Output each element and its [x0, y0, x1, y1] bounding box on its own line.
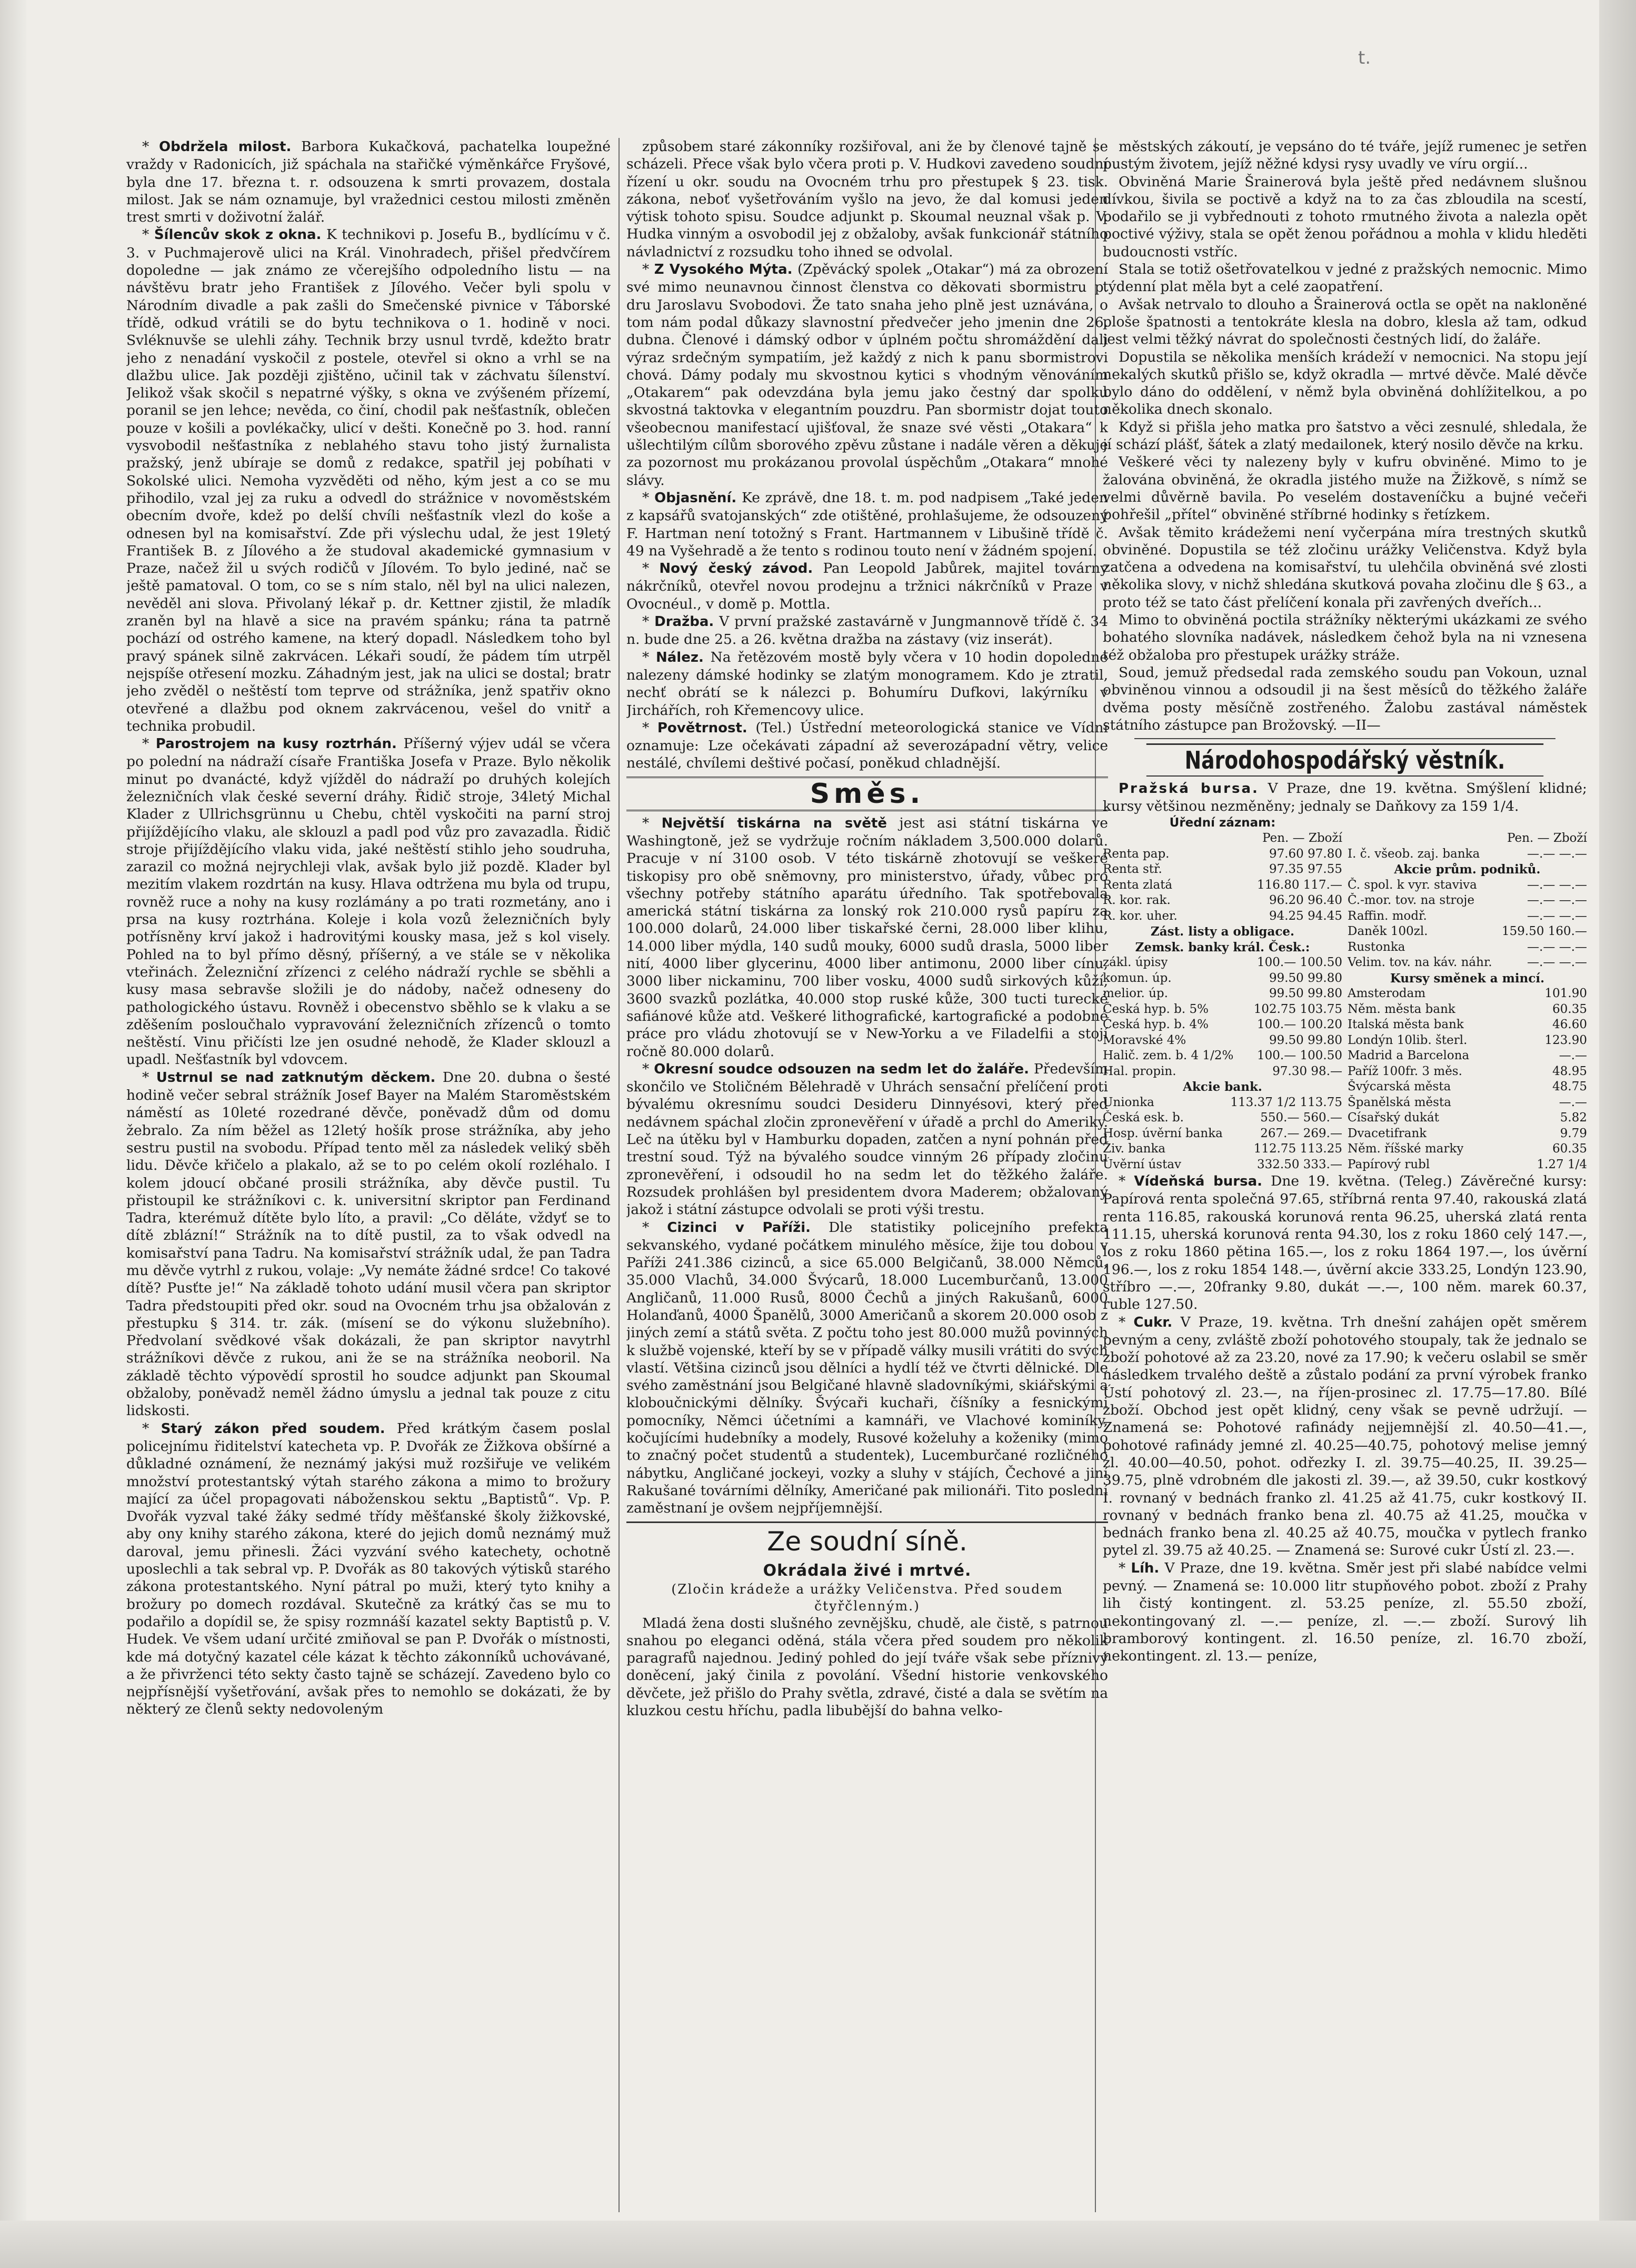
- prague-bourse-head: Pražská bursa.: [1119, 781, 1259, 797]
- table-row: [1103, 1141, 1342, 1157]
- page-left-shadow: [0, 0, 26, 2268]
- article-text: Dopustila se několika menších krádeží v nemocnici. Na stopu její nekalých skutků přišlo se, když okradla — mrtvé děvče. Malé děvče bylo dáno do oddělení, v němž byla obviněná dohlížitelkou, a po několika dnech skonalo.: [1103, 349, 1587, 418]
- page-right-shadow: [1599, 0, 1636, 2268]
- table-cell-label: R. kor. uher.: [1103, 909, 1178, 923]
- prague-bourse-intro: [1103, 780, 1587, 815]
- article-paragraph: * Objasnění. Ke zprávě, dne 18. t. m. pod nadpisem „Také jeden z kapsářů svatojanských“ zde otištěné, prohlašujeme, že odsouzený F. Hartman není totožný s Frant. Hartmannem v Libušině třídě č. 49 na Vyšehradě a že tento s rodinou touto není v žádném spojení.: [626, 489, 1108, 559]
- table-cell-goods: 269.—: [1303, 1126, 1342, 1140]
- article-headline: Z Vysokého Mýta.: [654, 262, 793, 278]
- exchange-table-left: [1103, 815, 1342, 1173]
- article-headline: Ustrnul se nad zatknutým děckem.: [156, 1069, 436, 1086]
- table-cell-goods: 60.35: [1552, 1142, 1587, 1156]
- article-headline: Vídeňská bursa.: [1134, 1173, 1263, 1190]
- table-row: [1103, 1033, 1342, 1049]
- table-cell-goods: 101.90: [1544, 987, 1587, 1001]
- article-paragraph: * Dražba. V první pražské zastavárně v Jungmannově třídě č. 34 n. bude dne 25. a 26. května dražba na zástavy (viz inserát).: [626, 613, 1108, 648]
- table-cell-goods: 48.75: [1552, 1080, 1587, 1094]
- article-text: (Zpěvácký spolek „Otakar“) má za obrození své mimo neunavnou činnost členstva co děkovati sbormistru p. dru Jaroslavu Svobodovi. Že tato snaha jeho plně jest uznávána, o tom nám podal důkazy slavnostní předvečer jeho jmenin dne 26. dubna. Členové i dámský odbor v úplném počtu shromáždění dali výraz srdečným sympatiím, jež každý z nich k panu sbormistrovi chová. Dámy podaly mu skvostnou kytici s vhodným věnováním „Otakarem“ pak odevzdána byla jemu jako čestný dar spolku skvostná taktovka v elegantním pouzdru. Pan sbormistr dojat touto všeobecnou manifestací ujišťoval, že snaze své věsti „Otakara“ k ušlechtilým cílům sborového zpěvu zůstane i nadále věren a děkuje za pozornost mu prokázanou provolal úspěchům „Otakara“ mnohé slávy.: [626, 261, 1108, 489]
- prague-bourse-text: V Praze, dne 19. května. Smýšlení klidné; kursy většinou nezměněny; jednaly se Daňkovy za 159 1/4.: [1103, 780, 1587, 815]
- table-col-headers: Pen. — Zboží: [1262, 831, 1342, 845]
- table-row: [1103, 1110, 1342, 1126]
- article-paragraph: [1103, 611, 1587, 664]
- table-cell-money: 267.—: [1260, 1126, 1300, 1140]
- table-row: [1348, 1110, 1587, 1126]
- article-paragraph: [1103, 419, 1587, 454]
- table-cell-goods: 560.—: [1303, 1111, 1342, 1125]
- article-paragraph: * Cizinci v Paříži. Dle statistiky policejního prefekta sekvanského, vydané počátkem minulého měsíce, žije tou dobou v Paříži 241.386 cizinců, a sice 65.000 Belgičanů, 38.000 Němců, 35.000 Vlachů, 34.000 Švýcarů, 18.000 Lucemburčanů, 13.000 Angličanů, 11.000 Rusů, 8000 Čechů a jiných Rakušanů, 6000 Holanďanů, 4000 Španělů, 3000 Američanů a skorem 20.000 osob z jiných zemí a států světa. Z počtu toho jest 80.000 mužů povinných k službě vojenské, kteří by se v případě války musili vrátiti do svých vlastí. Většina cizinců jsou dělníci a hydlí též ve čtvrti dělnické. Dle svého zaměstnání jsou Belgičané hlavně sladovníkými, skiářskými a kloboučnickými dělníky. Švýcaři kuchaři, číšníky a fesnickými pomocníky, Němci účetními a kamnáři, ve Vlachové kominíky, kočujícími hudebníky a modely, Rusové koželuhy a koženiky (mimo to značný počet studentů a studentek), Lucemburčané rozličného nábytku, Angličané jockeyi, vozky a sluhy v stájích, Čechové a jiní Rakušané továrními dělníky, Američané pak milionáři. Tito poslední zaměstnaní je ovšem nejpříjemnější.: [626, 1219, 1108, 1517]
- table-row: [1103, 909, 1342, 924]
- table-row: [1103, 847, 1342, 862]
- table-cell-goods: 113.75: [1300, 1095, 1342, 1109]
- table-cell-money: —.—: [1527, 909, 1555, 923]
- corner-mark: t.: [1358, 47, 1371, 68]
- table-cell-goods: —.—: [1559, 1049, 1587, 1063]
- article-paragraph: * Líh. V Praze, dne 19. května. Směr jest při slabé nabídce velmi pevný. — Znamená se: 10.000 litr stupňového pobot. zboží z Prahy lih čistý kontingent. zl. 53.25 peníze, zl. 55.50 zboží, nekontingovaný zl. —.— peníze, zl. —.— zboží. Surový lih bramborový kontingent. zl. 16.50 peníze, zl. 16.70 zboží, nekontingent. zl. 13.— peníze,: [1103, 1559, 1587, 1665]
- table-cell-goods: 5.82: [1560, 1111, 1587, 1125]
- table-cell-label: Něm. města bank: [1348, 1002, 1455, 1016]
- article-headline: Nový český závod.: [659, 561, 813, 577]
- table-cell-label: Kursy směnek a mincí.: [1390, 971, 1545, 986]
- table-cell-goods: 113.25: [1300, 1142, 1342, 1156]
- table-cell-money: 100.—: [1256, 1018, 1296, 1032]
- table-row: [1348, 1095, 1587, 1111]
- table-row: [1103, 986, 1342, 1002]
- article-paragraph: * Parostrojem na kusy roztrhán. Příšerný výjev udál se včera po polední na nádraží císaře Františka Josefa v Praze. Bylo několik minut po dvanácté, když vjížděl do nádraží po druhých kolejích železničních vlak české severní dráhy. Řidič stroje, 34letý Michal Klader z Ullrichsgrünnu u Chebu, chtěl vyskočiti na parní stroj přijíždějícího vlaku, ale sklouzl a padl pod vůz pro zavazadla. Řidič stroje přijíždějícího vlaku vida, jaké neštěstí stihlo jeho soudruha, zarazil co možná nejrychleji vlak, avšak bylo již pozdě. Klader byl mezitím vlakem rozdrtán na kusy. Hlava odtržena mu byla od trupu, rovněž ruce a nohy na kusy rozlámány a po trati rozmetány, ano i prsa na kusy roztrhána. Koleje i kola vozů železničních byly potřísněny krví jakož i hadrovitými kousky masa, jež s kol visely. Pohled na to byl přímo děsný, příšerný, a ve stále se v několika vteřinách. Železniční zřízenci z celého nádraží rychle se sběhli a kusy masa sebravše složili je do nádoby, načež odneseny do pathologického ústavu. Rovněž i obecenstvo sběhlo se k vlaku a se zděšením posloučhalo vypravování železničních zřízenců o tomto neštěstí. Vinu přičísti lze jen osudné nehodě, že Klader sklouzl a upadl. Nešťastník byl vdovcem.: [126, 735, 611, 1068]
- table-row: [1103, 1017, 1342, 1033]
- article-text: Stala se totiž ošetřovatelkou v jedné z pražských nemocnic. Mimo týdenní plat měla byt a celé zaopatření.: [1103, 261, 1587, 295]
- table-cell-goods: 46.60: [1552, 1018, 1587, 1032]
- table-cell-label: Hosp. úvěrní banka: [1103, 1126, 1223, 1140]
- table-row: [1103, 1079, 1342, 1095]
- article-paragraph: [1103, 261, 1587, 296]
- table-row: [1103, 940, 1342, 956]
- table-cell-label: melior. úp.: [1103, 987, 1168, 1001]
- table-cell-goods: 103.75: [1300, 1002, 1342, 1016]
- table-cell-money: 159.50: [1501, 924, 1544, 939]
- court-article-text: Mladá žena dosti slušného zevnějšku, chudě, ale čistě, s patrnou snahou po eleganci oděná, stála včera před soudem pro několik paragrafů najednou. Jediný pohled do její tváře však sebe příznivý doněcení, jaký činila z povolání. Všední historie venkovského děvčete, jež přišlo do Prahy světla, zdravé, čisté a dala se světím na kluzkou cestu hříchu, padla libubější do bahna velko-: [626, 1615, 1108, 1719]
- table-cell-money: 99.50: [1269, 1033, 1304, 1047]
- table-cell-label: Č.-mor. tov. na stroje: [1348, 893, 1475, 908]
- economic-section-title: Národohospodářský věstník.: [1146, 743, 1543, 777]
- article-paragraph: [1103, 453, 1587, 523]
- table-row: [1348, 1033, 1587, 1049]
- table-cell-label: R. kor. rak.: [1103, 893, 1171, 908]
- table-cell-label: Císařský dukát: [1348, 1111, 1439, 1125]
- table-cell-label: Renta zlatá: [1103, 878, 1173, 892]
- article-headline: Povětrnost.: [657, 720, 747, 736]
- table-cell-label: Úvěrní ústav: [1103, 1157, 1182, 1171]
- table-cell-goods: 99.80: [1308, 1033, 1342, 1047]
- table-row: [1348, 971, 1587, 987]
- column-3: [1103, 138, 1587, 2233]
- article-text: Dle statistiky policejního prefekta sekvanského, vydané počátkem minulého měsíce, žije tou dobou v Paříži 241.386 cizinců, a sice 65.000 Belgičanů, 38.000 Němců, 35.000 Vlachů, 34.000 Švýcarů, 18.000 Lucemburčanů, 13.000 Angličanů, 11.000 Rusů, 8000 Čechů a jiných Rakušanů, 6000 Holanďanů, 4000 Španělů, 3000 Američanů a skorem 20.000 osob z jiných zemí a států světa. Z počtu toho jest 80.000 mužů povinných k službě vojenské, kteří by se v případě války musili vrátiti do svých vlastí. Většina cizinců jsou dělníci a hydlí též ve čtvrti dělnické. Dle svého zaměstnání jsou Belgičané hlavně sladovníkými, skiářskými a kloboučnickými dělníky. Švýcaři kuchaři, číšníky a fesnickými pomocníky, Němci účetními a kamnáři, ve Vlachové kominíky, kočujícími hudebníky a modely, Rusové koželuhy a koženiky (mimo to značný počet studentů a studentek), Lucemburčané rozličného nábytku, Angličané jockeyi, vozky a sluhy v stájích, Čechové a jiní Rakušané továrními dělníky, Američané pak milionáři. Tito poslední zaměstnaní je ovšem nejpříjemnější.: [626, 1219, 1108, 1517]
- table-cell-goods: —.—: [1559, 893, 1587, 908]
- article-text: Především skončilo ve Stoličném Bělehradě v Uhrách sensační přelíčení proti bývalému okresnímu soudci Desideru Dinnyésovi, který před nedávnem spáchal zločin zpronevěření v úřadě a prchl do Ameriky. Leč na útěku byl v Hamburku dopaden, zatčen a nyní pohnán před trestní soud. Týž na bývalého soudce vinným 26 případy zločinu zpronevěření, i odsoudil ho na sedm let do těžkého žaláře. Rozsudek prohlášen byl presidentem dvora Maderem; obžalovaný jakož i státní zástupce odvolali se proti výši trestu.: [626, 1060, 1108, 1218]
- table-cell-goods: —.—: [1559, 909, 1587, 923]
- table-row: [1103, 862, 1342, 878]
- table-row: [1348, 862, 1587, 878]
- article-text: městských zákoutí, je vepsáno do té tváře, jejíž rumenec je setřen pustým životem, jejíž něžné kdysi rysy uvadly ve víru orgií...: [1103, 138, 1587, 173]
- article-paragraph: * Obdržela milost. Barbora Kukačková, pachatelka loupežné vraždy v Radonicích, již spáchala na stařičké výměnkářce Fryšové, byla dne 17. března t. r. odsouzena k smrti provazem, dostala milost. Jak se nám oznamuje, byl vražednici cestou milosti změněn trest smrti v doživotní žalář.: [126, 138, 611, 226]
- article-paragraph: [1103, 138, 1587, 173]
- table-row: [1103, 1064, 1342, 1080]
- table-cell-money: —.—: [1527, 940, 1555, 954]
- table-row: [1348, 1017, 1587, 1033]
- smes-section-title: Směs.: [626, 777, 1108, 811]
- table-cell-money: 100.—: [1256, 956, 1296, 970]
- table-cell-goods: 99.80: [1308, 971, 1342, 985]
- court-article-subtitle: (Zločin krádeže a urážky Veličenstva. Před soudem čtyřčlenným.): [671, 1581, 1063, 1614]
- article-paragraph: * Povětrnost. (Tel.) Ústřední meteorologická stanice ve Vídni oznamuje: Lze očekávati západní až severozápadní větry, velice nestálé, chvílemi deštivé počasí, poněkud chladnější.: [626, 719, 1108, 772]
- article-paragraph: [1103, 664, 1587, 734]
- table-cell-label: komun. úp.: [1103, 971, 1172, 985]
- col-header-goods: Zboží: [1553, 831, 1587, 845]
- table-cell-money: 116.80: [1256, 878, 1300, 892]
- table-cell-label: Živ. banka: [1103, 1142, 1166, 1156]
- table-row: [1348, 1079, 1587, 1095]
- article-text: Na řetězovém mostě byly včera v 10 hodin dopoledne nalezeny dámské hodinky se zlatým monogramem. Kdo je ztratil, nechť obrátí se k nálezci p. Bohumíru Dufkovi, lakýrníku v Jirchářích, roh Křemencovy ulice.: [626, 649, 1108, 719]
- table-cell-label: Rustonka: [1348, 940, 1405, 954]
- table-cell-money: 332.50: [1256, 1157, 1300, 1171]
- table-cell-money: 97.30: [1272, 1064, 1308, 1078]
- table-cell-money: 550.—: [1260, 1111, 1300, 1125]
- table-cell-label: Česká hyp. b. 4%: [1103, 1018, 1209, 1032]
- table-cell-goods: 99.80: [1308, 987, 1342, 1001]
- table-cell-money: 94.25: [1269, 909, 1304, 923]
- article-text: V Praze, 19. května. Trh dnešní zahájen opět směrem pevným a ceny, zvláště zboží pohotového stoupaly, tak že jednalo se zboží pohotové až za 23.20, nové za 17.90; k večeru oslabil se směr následkem trvalého deště a zůstalo podání za první výrobek franko Ústí pohotový zl. 23.—, na říjen-prosinec zl. 17.75—17.80. Bílé zboží. Obchod jest opět klidný, ceny však se pevně udržují. — Znamená se: Pohotové rafinády nejjemnější zl. 40.50—41.—, pohotové rafinády jemné zl. 40.25—40.75, pohotový melise jemný zl. 40.00—40.50, pohot. odřezky I. zl. 39.75—40.25, II. 39.25—39.75, plně vdrobném dle jakosti zl. 39.—, až 39.50, cukr kostkový I. rovnaný v bednách franko zl. 41.25 až 41.75, cukr kostkový II. rovnaný v bednách franko bena zl. 40.75 až 41.25, moučka v bednách franko bena zl. 40.25 až 40.75, moučka v pytlech franko pytel zl. 39.75 až 40.25. — Znamená se: Surové cukr Ústí zl. 23.—.: [1103, 1314, 1587, 1559]
- article-text: Dne 19. května. (Teleg.) Závěrečné kursy: Papírová renta společná 97.65, stříbrná renta 97.40, rakouská zlatá renta 116.85, rakouská korunová renta 96.25, uherská zlatá renta 111.15, uherská korunová renta 94.30, los z roku 1860 celý 147.—, los z roku 1860 pětina 165.—, los z roku 1864 197.—, los úvěrní 196.—, los z roku 1854 148.—, úvěrní akcie 333.25, Londýn 123.90, stříbro —.—, 20franky 9.80, dukát —.—, 100 něm. marek 60.37, ruble 127.50.: [1103, 1173, 1587, 1313]
- table-cell-goods: 123.90: [1544, 1033, 1587, 1047]
- table-cell-money: 100.—: [1256, 1049, 1296, 1063]
- column-1: [126, 138, 611, 2233]
- table-row: [1103, 1126, 1342, 1142]
- court-section-title: Ze soudní síně.: [626, 1521, 1108, 1558]
- article-text: Pan Leopold Jabůrek, majitel továrny nákrčníků, otevřel novou prodejnu a tržnici nákrčníků v Praze v Ovocnéul., v domě p. Mottla.: [626, 560, 1108, 612]
- table-cell-label: Švýcarská města: [1348, 1080, 1451, 1094]
- table-cell-label: Papírový rubl: [1348, 1157, 1430, 1171]
- table-cell-goods: —.—: [1559, 956, 1587, 970]
- table-cell-label: Hal. propin.: [1103, 1064, 1176, 1078]
- article-text: V první pražské zastavárně v Jungmannově třídě č. 34 n. bude dne 25. a 26. května dražba na zástavy (viz inserát).: [626, 613, 1108, 648]
- article-paragraph: * Cukr. V Praze, 19. května. Trh dnešní zahájen opět směrem pevným a ceny, zvláště zboží pohotového stoupaly, tak že jednalo se zboží pohotové až za 23.20, nové za 17.90; k večeru oslabil se směr následkem trvalého deště a zůstalo podání za první výrobek franko Ústí pohotový zl. 23.—, na říjen-prosinec zl. 17.75—17.80. Bílé zboží. Obchod jest opět klidný, ceny však se pevně udržují. — Znamená se: Pohotové rafinády nejjemnější zl. 40.50—41.—, pohotové rafinády jemné zl. 40.25—40.75, pohotový melise jemný zl. 40.00—40.50, pohot. odřezky I. zl. 39.75—40.25, II. 39.25—39.75, plně vdrobném dle jakosti zl. 39.—, až 39.50, cukr kostkový I. rovnaný v bednách franko zl. 41.25 až 41.75, cukr kostkový II. rovnaný v bednách franko bena zl. 40.75 až 41.25, moučka v bednách franko bena zl. 40.25 až 40.75, moučka v pytlech franko pytel zl. 39.75 až 40.25. — Znamená se: Surové cukr Ústí zl. 23.—.: [1103, 1314, 1587, 1559]
- article-text: Mimo to obviněná poctila strážníky některými ukázkami ze svého bohatého slovníka nadávek, následkem čehož byla na ni vznesena též obžaloba pro přestupek urážky stráže.: [1103, 612, 1587, 663]
- article-text: Před krátkým časem poslal policejnímu řiditelství katecheta vp. P. Dvořák ze Žižkova obšírné a důkladné oznámení, že neznámý jakýsi muž rozšiřuje ve velikém množství protestantský výtah starého zákona a mimo to brožury mající za účel propagovati náboženskou sektu „Baptistů“. Vp. P. Dvořák vyzval také žáky sedmé třídy měšťanské školy žižkovské, aby ony knihy starého zákona, které do jejich domů neznámý muž daroval, jemu přinesli. Žáci vyzvání svého katechety, ochotně uposlechli a tak sebral vp. P. Dvořák as 80 takových výtisků starého zákona protestantského. Nyní pátral po muži, který tyto knihy a brožury po domech rozdával. Skutečně za krátký čas se mu to podařilo a dopídil se, že spisy rozmnáší kazatel sekty Baptistů p. V. Hudek. Ve všem udaní určité zmiňoval se pan P. Dvořák o místnosti, kde má dotyčný kazatel céle kázat k těchto zákonníků uchovávané, a že přivrženci této sekty často tajně se scházejí. Zavedeno bylo co nejpřísnější vyšetřování, avšak přes to nemohlo se dokázati, že by některý ze členů sekty nedovoleným: [126, 1420, 611, 1718]
- article-text: V Praze, dne 19. května. Směr jest při slabé nabídce velmi pevný. — Znamená se: 10.000 litr stupňového pobot. zboží z Prahy lih čistý kontingent. zl. 53.25 peníze, zl. 55.50 zboží, nekontingovaný zl. —.— peníze, zl. —.— zboží. Surový lih bramborový kontingent. zl. 16.50 peníze, zl. 16.70 zboží, nekontingent. zl. 13.— peníze,: [1103, 1559, 1587, 1665]
- table-cell-goods: 60.35: [1552, 1002, 1587, 1016]
- article-text: Dne 20. dubna o šesté hodině večer sebral strážník Josef Bayer na Malém Staroměstském náměstí as 10leté rozedrané děvče, poněvadž dům od domu žebralo. Za ním běžel as 12letý hošík prose strážníka, aby jeho sestru pustil na svobodu. Případ tento měl za následek veliký sběh lidu. Děvče křičelo a plakalo, až se to po celém okolí rozléhalo. I kolem jdoucí občané prosili strážníka, aby děvče pustil. Tu přistoupil ke strážníkovi c. k. universitní skriptor pan Ferdinand Tadra, kterémuž dítěte bylo líto, a pravil: „Co děláte, vždyť se to dítě zblázní!“ Strážník na to dítě pustil, za to však odvedl na komisařství pana Tadru. Na komisařství strážník udal, že pan Tadra mu děvče vytrhl z rukou, volaje: „Vy nemáte žádné srdce! Co takové dítě? Pusťte je!“ Na základě tohoto udání musil včera pan skriptor Tadra předstoupiti před okr. soud na Ovocném trhu jsa obžalován z přestupku § 314. tr. zák. (mísení se do výkonu služebního). Předvolaní svědkové však dokázali, že pan skriptor navytrhl strážníkovi děvče z rukou, ani že se na strážníka neoboril. Na základě těchto výpovědí sprostil ho soudce adjunkt pan Skoumal obžaloby, poněvadž neměl žádno úmyslu a jednal tak pouze z citu lidskosti.: [126, 1069, 611, 1419]
- article-headline: Obdržela milost.: [159, 139, 292, 155]
- table-cell-goods: 94.45: [1308, 909, 1342, 923]
- column-2: [626, 138, 1108, 2233]
- table-cell-label: Daněk 100zl.: [1348, 924, 1428, 939]
- table-cell-label: Paříž 100fr. 3 měs.: [1348, 1064, 1462, 1078]
- exchange-table-right: [1348, 815, 1587, 1173]
- article-paragraph: * Nález. Na řetězovém mostě byly včera v 10 hodin dopoledne nalezeny dámské hodinky se zlatým monogramem. Kdo je ztratil, nechť obrátí se k nálezci p. Bohumíru Dufkovi, lakýrníku v Jirchářích, roh Křemencovy ulice.: [626, 649, 1108, 719]
- table-cell-label: Dvacetifrank: [1348, 1126, 1427, 1140]
- article-paragraph: [1103, 296, 1587, 349]
- table-row: [1348, 878, 1587, 893]
- table-cell-goods: —.—: [1559, 878, 1587, 892]
- article-text: jest asi státní tiskárna ve Washingtoně, jež se vydržuje ročním nákladem 3,500.000 dolarů. Pracuje v ní 3100 osob. V této tiskárně zhotovují se veškeré tiskopisy pro obě sněmovny, pro ministerstvo, úřady, vůbec pro všechny potřeby státního aparátu úředního. Tak spotřebovala americká státní tiskárna za lonský rok 210.000 rysů papíru za 100.000 dolarů, 24.000 liber tiskařské černi, 28.000 liber klihu, 14.000 liber mýdla, 140 sudů mouky, 6000 sudů drasla, 5000 liber nití, 4000 liber glycerinu, 4000 liber antimonu, 2000 liber cínu, 3000 liber nickaminu, 700 liber vosku, 4000 sudů sirkových kůží, 3600 svazků pozlátka, 40.000 stop ruské kůže, 300 tucti turecké safiánové kůže atd. Veškeré lithografické, kartografické a podobné práce pro vládu zhotovují se v New-Yorku a ve Filadelfii a stojí ročně 80.000 dolarů.: [626, 814, 1108, 1060]
- table-row: [1103, 1095, 1342, 1111]
- article-paragraph: * Z Vysokého Mýta. (Zpěvácký spolek „Otakar“) má za obrození své mimo neunavnou činnost členstva co děkovati sbormistru p. dru Jaroslavu Svobodovi. Že tato snaha jeho plně jest uznávána, o tom nám podal důkazy slavnostní předvečer jeho jmenin dne 26. dubna. Členové i dámský odbor v úplném počtu shromáždění dali výraz srdečným sympatiím, jež každý z nich k panu sbormistrovi chová. Dámy podaly mu skvostnou kytici s vhodným věnováním „Otakarem“ pak odevzdána byla jemu jako čestný dar spolku skvostná taktovka v elegantním pouzdru. Pan sbormistr dojat touto všeobecnou manifestací ujišťoval, že snaze své věsti „Otakara“ k ušlechtilým cílům sborového zpěvu zůstane i nadále věren a děkuje za pozornost mu prokázanou provolal úspěchům „Otakara“ mnohé slávy.: [626, 261, 1108, 489]
- table-cell-goods: —.—: [1559, 847, 1587, 861]
- article-text: K technikovi p. Josefu B., bydlícímu v č. 3. v Puchmajerově ulici na Král. Vinohradech, přišel předvčírem dopoledne — jak známo ze včerejšího odpoledního listu — na návštěvu bratr jeho František z Jílového. Večer byli spolu v Národním divadle a pak zašli do Smečenské pivnice v Táborské třídě, odkud vrátili se do bytu technikova o 1. hodině v noci. Svléknuvše se ulehli záhy. Technik brzy usnul tvrdě, kdežto bratr jeho z nenadání vyskočil z postele, otevřel si okno a vrhl se na dlažbu ulice. Jak později zjištěno, učinil tak v záchvatu šílenství. Jelikož však skočil s nepatrné výšky, s okna ve zvýšeném přízemí, poranil se jen lehce; nevěda, co činí, chodil pak nešťastník, oblečen pouze v košili a povlékačky, ulicí v dešti. Konečně po 3. hod. ranní vysvobodil nešťastníka z neblahého stavu toho jistý žurnalista pražský, jenž ubíraje se domů z redakce, spatřil jej pobíhati v Sokolské ulici. Nemoha vyzvěděti od něho, kým jest a co se mu přihodilo, vzal jej za ruku a odvedl do strážnice v novoměstském obecním dvoře, kdež po delší chvíli nešťastník vlezl do koše a odnesen byl na komisařství. Zde při výslechu udal, že jest 19letý František B. z Jílového a že studoval akademické gymnasium v Praze, načež žil u svých rodičů v Jílovém. To bylo jediné, nač se ještě pamatoval. O tom, co se s ním stalo, něl byl na ulici nalezen, nevěděl ani slova. Přivolaný lékař p. dr. Kettner zjistil, že mladík zraněn byl na hlavě a sice na pravém spánku; rána ta patrně pochází od ostrého kamene, na který dopadl. Následkem toho byl pravý spánek silně zakrvácen. Lékaři soudí, že pádem tím utrpěl nejspíše otřesení mozku. Záhadným jest, jak na ulici se dostal; bratr jeho zvěděl o neštěstí tom teprve od strážníka, jenž spatřiv okno otevřené a dlažbu pod oknem zakrvácenou, vešel do vnitř a technika probudil.: [126, 226, 611, 734]
- table-row: [1348, 1002, 1587, 1018]
- table-cell-goods: 9.79: [1560, 1126, 1587, 1140]
- table-row: [1348, 1048, 1587, 1064]
- table-row: [1348, 1064, 1587, 1080]
- article-paragraph: * Nový český závod. Pan Leopold Jabůrek, majitel továrny nákrčníků, otevřel novou prodejnu a tržnici nákrčníků v Praze v Ovocnéul., v domě p. Mottla.: [626, 560, 1108, 612]
- table-cell-goods: —.—: [1559, 940, 1587, 954]
- table-cell-label: Akcie bank.: [1183, 1080, 1262, 1095]
- table-cell-goods: 117.—: [1303, 878, 1342, 892]
- article-text: Avšak těmito krádežemi není vyčerpána míra trestných skutků obviněné. Dopustila se též zločinu urážky Veličenstva. Když byla zatčena a odvedena na komisařství, tu ulehčila obviněná své zlosti několika slovy, v nichž shledána skutková povaha zločinu dle § 63., a proto též se tato část přelíčení konala při zavřených dveřích...: [1103, 524, 1587, 611]
- table-cell-money: 113.37 1/2: [1230, 1095, 1296, 1109]
- table-cell-label: Něm. říšské marky: [1348, 1142, 1464, 1156]
- article-headline: Největší tiskárna na světě: [661, 815, 887, 831]
- col-header-money: Pen.: [1262, 831, 1289, 845]
- article-text: Avšak netrvalo to dlouho a Šrainerová octla se opět na nakloněné ploše špatnosti a tentokráte klesla na dobro, klesla až tam, odkud jest velmi těžký návrat do společnosti čestných lidí, do žaláře.: [1103, 296, 1587, 348]
- table-cell-goods: 1.27 1/4: [1537, 1157, 1587, 1171]
- table-cell-label: Zemsk. banky král. Česk.:: [1135, 940, 1310, 954]
- article-headline: Nález.: [655, 649, 704, 665]
- table-cell-label: I. č. všeob. zaj. banka: [1348, 847, 1480, 861]
- table-cell-money: 102.75: [1253, 1002, 1296, 1016]
- table-row: [1348, 1141, 1587, 1157]
- article-paragraph: * Vídeňská bursa. Dne 19. května. (Teleg.) Závěrečné kursy: Papírová renta společná 97.65, stříbrná renta 97.40, rakouská zlatá renta 116.85, rakouská korunová renta 96.25, uherská zlatá renta 111.15, uherská korunová renta 94.30, los z roku 1860 celý 147.—, los z roku 1860 pětina 165.—, los z roku 1864 197.—, los úvěrní 196.—, los z roku 1854 148.—, úvěrní akcie 333.25, Londýn 123.90, stříbro —.—, 20franky 9.80, dukát —.—, 100 něm. marek 60.37, ruble 127.50.: [1103, 1173, 1587, 1313]
- table-col-headers: Pen. — Zboží: [1507, 831, 1587, 845]
- divider-rule: [1134, 738, 1555, 739]
- table-cell-label: Česká esk. b.: [1103, 1111, 1184, 1125]
- col-header-goods: Zboží: [1308, 831, 1342, 845]
- table-cell-money: 99.50: [1269, 971, 1304, 985]
- table-cell-label: Halič. zem. b. 4 1/2%: [1103, 1049, 1234, 1063]
- table-cell-money: 96.20: [1269, 893, 1304, 908]
- article-paragraph: * Okresní soudce odsouzen na sedm let do žaláře. Především skončilo ve Stoličném Bělehradě v Uhrách sensační přelíčení proti bývalému okresnímu soudci Desideru Dinnyésovi, který před nedávnem spáchal zločin zpronevěření v úřadě a prchl do Ameriky. Leč na útěku byl v Hamburku dopaden, zatčen a nyní pohnán před trestní soud. Týž na bývalého soudce vinným 26 případy zločinu zpronevěření, i odsoudil ho na sedm let do těžkého žaláře. Rozsudek prohlášen byl presidentem dvora Maderem; obžalovaný jakož i státní zástupce odvolali se proti výši trestu.: [626, 1060, 1108, 1218]
- table-cell-goods: 100.50: [1300, 1049, 1342, 1063]
- table-row: [1103, 1048, 1342, 1064]
- table-cell-label: Španělská města: [1348, 1095, 1451, 1109]
- col-header-money: Pen.: [1507, 831, 1534, 845]
- table-row: [1348, 986, 1587, 1002]
- article-paragraph: [1103, 349, 1587, 419]
- article-paragraph: [626, 138, 1108, 261]
- table-cell-label: Unionka: [1103, 1095, 1154, 1109]
- table-cell-money: 97.35: [1269, 862, 1304, 877]
- article-headline: Objasnění.: [654, 490, 737, 506]
- table-cell-label: Moravské 4%: [1103, 1033, 1186, 1047]
- table-row: [1103, 924, 1342, 940]
- table-row: [1103, 1157, 1342, 1173]
- article-text: Barbora Kukačková, pachatelka loupežné vraždy v Radonicích, již spáchala na stařičké výměnkářce Fryšové, byla dne 17. března t. r. odsouzena k smrti provazem, dostala milost. Jak se nám oznamuje, byl vražednici cestou milosti změněn trest smrti v doživotní žalář.: [126, 138, 611, 226]
- article-headline: Cukr.: [1133, 1314, 1173, 1330]
- table-cell-goods: 48.95: [1552, 1064, 1587, 1078]
- article-text: Když si přišla jeho matka pro šatstvo a věci zesnulé, shledala, že jí schází plášť, šátek a zlatý medailonek, který nosilo děvče na krku.: [1103, 419, 1587, 453]
- table-cell-label: Renta pap.: [1103, 847, 1170, 861]
- table-cell-label: Madrid a Barcelona: [1348, 1049, 1470, 1063]
- table-cell-goods: 100.50: [1300, 956, 1342, 970]
- article-paragraph: [1103, 524, 1587, 611]
- table-row: [1348, 955, 1587, 971]
- table-cell-label: Italská města bank: [1348, 1018, 1464, 1032]
- table-cell-goods: 333.—: [1303, 1157, 1342, 1171]
- table-cell-label: Amsterodam: [1348, 987, 1426, 1001]
- article-text: Ke zprávě, dne 18. t. m. pod nadpisem „Také jeden z kapsářů svatojanských“ zde otištěné, prohlašujeme, že odsouzený F. Hartman není totožný s Frant. Hartmannem v Libušině třídě č. 49 na Vyšehradě a že tento s rodinou touto není v žádném spojení.: [626, 489, 1108, 559]
- table-cell-money: —.—: [1527, 893, 1555, 908]
- article-headline: Líh.: [1131, 1560, 1160, 1576]
- table-cell-label: Velim. tov. na káv. náhr.: [1348, 956, 1492, 970]
- table-cell-label: Zást. listy a obligace.: [1150, 924, 1295, 939]
- table-row: [1348, 847, 1587, 862]
- table-cell-goods: 98.—: [1311, 1064, 1342, 1078]
- article-paragraph: [1103, 173, 1587, 261]
- article-text: způsobem staré zákonníky rozšiřoval, ani že by členové tajně se scházeli. Přece však bylo včera proti p. V. Hudkovi zavedeno soudní řízení u okr. soudu na Ovocném trhu pro přestupek § 23. tisk. zákona, neboť vyšetřováním vyšlo na jevo, že dal komusi jeden výtisk tohoto spisu. Soudce adjunkt p. Skoumal neuznal však p. V. Hudka vinným a osvobodil jej z obžaloby, avšak funkcionář státního návladnictví z rozsudku toho ihned se odvolal.: [626, 138, 1108, 260]
- article-headline: Dražba.: [654, 614, 714, 630]
- table-cell-money: 97.60: [1269, 847, 1304, 861]
- article-text: Soud, jemuž předsedal rada zemského soudu pan Vokoun, uznal obviněnou vinnou a odsoudil ji na šest měsíců do těžkého žaláře dvěma posty měsíčně zostřeného. Žalobu zastával náměstek státního zástupce pan Brožovský. —II—: [1103, 664, 1587, 733]
- table-row: [1103, 893, 1342, 909]
- article-paragraph: * Šílencův skok z okna. K technikovi p. Josefu B., bydlícímu v č. 3. v Puchmajerově ulici na Král. Vinohradech, přišel předvčírem dopoledne — jak známo ze včerejšího odpoledního listu — na návštěvu bratr jeho František z Jílového. Večer byli spolu v Národním divadle a pak zašli do Smečenské pivnice v Táborské třídě, odkud vrátili se do bytu technikova o 1. hodině v noci. Svléknuvše se ulehli záhy. Technik brzy usnul tvrdě, kdežto bratr jeho z nenadání vyskočil z postele, otevřel si okno a vrhl se na dlažbu ulice. Jak později zjištěno, učinil tak v záchvatu šílenství. Jelikož však skočil s nepatrné výšky, s okna ve zvýšeném přízemí, poranil se jen lehce; nevěda, co činí, chodil pak nešťastník, oblečen pouze v košili a povlékačky, ulicí v dešti. Konečně po 3. hod. ranní vysvobodil nešťastníka z neblahého stavu toho jistý žurnalista pražský, jenž ubíraje se domů z redakce, spatřil jej pobíhati v Sokolské ulici. Nemoha vyzvěděti od něho, kým jest a co se mu přihodilo, vzal jej za ruku a odvedl do strážnice v novoměstském obecním dvoře, kdež po delší chvíli nešťastník vlezl do koše a odnesen byl na komisařství. Zde při výslechu udal, že jest 19letý František B. z Jílového a že studoval akademické gymnasium v Praze, načež žil u svých rodičů v Jílovém. To bylo jediné, nač se ještě pamatoval. O tom, co se s ním stalo, něl byl na ulici nalezen, nevěděl ani slova. Přivolaný lékař p. dr. Kettner zjistil, že mladík zraněn byl na hlavě a sice na pravém spánku; rána ta patrně pochází od ostrého kamene, na který dopadl. Následkem toho byl pravý spánek silně zakrvácen. Lékaři soudí, že pádem tím utrpěl nejspíše otřesení mozku. Záhadným jest, jak na ulici se dostal; bratr jeho zvěděl o neštěstí tom teprve od strážníka, jenž spatřiv okno otevřené a dlažbu pod oknem zakrvácenou, vešel do vnitř a technika probudil.: [126, 226, 611, 734]
- table-cell-label: zákl. úpisy: [1103, 956, 1168, 970]
- table-row: [1103, 971, 1342, 987]
- article-text: (Tel.) Ústřední meteorologická stanice ve Vídni oznamuje: Lze očekávati západní až severozápadní větry, velice nestálé, chvílemi deštivé počasí, poněkud chladnější.: [626, 719, 1108, 772]
- table-cell-label: Česká hyp. b. 5%: [1103, 1002, 1209, 1016]
- table-cell-label: Akcie prům. podniků.: [1394, 862, 1541, 877]
- table-row: [1348, 893, 1587, 909]
- article-headline: Cizinci v Paříži.: [667, 1219, 811, 1236]
- exchange-rate-table: [1103, 815, 1587, 1173]
- table-cell-label: Renta stř.: [1103, 862, 1162, 877]
- column-divider: [619, 138, 620, 2212]
- table-row: [1348, 909, 1587, 924]
- table-cell-money: —.—: [1527, 878, 1555, 892]
- table-row: [1103, 1002, 1342, 1018]
- article-paragraph: * Největší tiskárna na světě jest asi státní tiskárna ve Washingtoně, jež se vydržuje ročním nákladem 3,500.000 dolarů. Pracuje v ní 3100 osob. V této tiskárně zhotovují se veškeré tiskopisy pro obě sněmovny, pro ministerstvo, úřady, vůbec pro všechny potřeby státního aparátu úředního. Tak spotřebovala americká státní tiskárna za lonský rok 210.000 rysů papíru za 100.000 dolarů, 24.000 liber tiskařské černi, 28.000 liber klihu, 14.000 liber mýdla, 140 sudů mouky, 6000 sudů drasla, 5000 liber nití, 4000 liber glycerinu, 4000 liber antimonu, 2000 liber cínu, 3000 liber nickaminu, 700 liber vosku, 4000 sudů sirkových kůží, 3600 svazků pozlátka, 40.000 stop ruské kůže, 300 tucti turecké safiánové kůže atd. Veškeré lithografické, kartografické a podobné práce pro vládu zhotovují se v New-Yorku a ve Filadelfii a stojí ročně 80.000 dolarů.: [626, 814, 1108, 1060]
- article-paragraph: * Starý zákon před soudem. Před krátkým časem poslal policejnímu řiditelství katecheta vp. P. Dvořák ze Žižkova obšírné a důkladné oznámení, že neznámý jakýsi muž rozšiřuje ve velikém množství protestantský výtah starého zákona a mimo to brožury mající za účel propagovati náboženskou sektu „Baptistů“. Vp. P. Dvořák vyzval také žáky sedmé třídy měšťanské školy žižkovské, aby ony knihy starého zákona, které do jejich domů neznámý muž daroval, jemu přinesli. Žáci vyzvání svého katechety, ochotně uposlechli a tak sebral vp. P. Dvořák as 80 takových výtisků starého zákona protestantského. Nyní pátral po muži, který tyto knihy a brožury po domech rozdával. Skutečně za krátký čas se mu to podařilo a dopídil se, že spisy rozmnáší kazatel sekty Baptistů p. V. Hudek. Ve všem udaní určité zmiňoval se pan P. Dvořák o místnosti, kde má dotyčný kazatel céle kázat k těchto zákonníků uchovávané, a že přivrženci této sekty často tajně se scházejí. Zavedeno bylo co nejpřísnější vyšetřování, avšak přes to nemohlo se dokázati, že by některý ze členů sekty nedovoleným: [126, 1420, 611, 1718]
- table-cell-goods: 100.20: [1300, 1018, 1342, 1032]
- table-row: [1348, 1126, 1587, 1142]
- table-cell-label: Raffin. modř.: [1348, 909, 1427, 923]
- table-cell-goods: —.—: [1559, 1095, 1587, 1109]
- article-text: Obviněná Marie Šrainerová byla ještě před nedávnem slušnou dívkou, šivila se poctivě a když na to za čas zbloudila na scestí, podařilo se ji vybřednouti z tohoto rmutného života a nalezla opět poctivé výživy, stala se opět ženou pořádnou a mohla v klidu hleděti budoucnosti vstříc.: [1103, 173, 1587, 260]
- article-headline: Starý zákon před soudem.: [161, 1420, 385, 1437]
- article-headline: Parostrojem na kusy roztrhán.: [155, 736, 397, 752]
- table-cell-label: Londýn 10lib. šterl.: [1348, 1033, 1468, 1047]
- table-row: [1348, 924, 1587, 940]
- table-cell-goods: 97.80: [1308, 847, 1342, 861]
- table-cell-money: —.—: [1527, 847, 1555, 861]
- table-row: [1348, 1157, 1587, 1173]
- article-headline: Šílencův skok z okna.: [154, 227, 322, 243]
- table-cell-label: Č. spol. k vyr. staviva: [1348, 878, 1477, 892]
- table-cell-money: 99.50: [1269, 987, 1304, 1001]
- table-cell-goods: 96.40: [1308, 893, 1342, 908]
- table-row: [1103, 955, 1342, 971]
- table-row: [1103, 878, 1342, 893]
- court-article-headline: Okrádala živé i mrtvé.: [763, 1561, 972, 1580]
- table-cell-money: —.—: [1527, 956, 1555, 970]
- table-row: [1348, 940, 1587, 956]
- table-cell-goods: 97.55: [1308, 862, 1342, 877]
- article-headline: Okresní soudce odsouzen na sedm let do žaláře.: [654, 1061, 1029, 1077]
- article-paragraph: * Ustrnul se nad zatknutým děckem. Dne 20. dubna o šesté hodině večer sebral strážník Josef Bayer na Malém Staroměstském náměstí as 10leté rozedrané děvče, poněvadž dům od domu žebralo. Za ním běžel as 12letý hošík prose strážníka, aby jeho sestru pustil na svobodu. Případ tento měl za následek veliký sběh lidu. Děvče křičelo a plakalo, až se to po celém okolí rozléhalo. I kolem jdoucí občané prosili strážníka, aby děvče pustil. Tu přistoupil ke strážníkovi c. k. universitní skriptor pan Ferdinand Tadra, kterémuž dítěte bylo líto, a pravil: „Co děláte, vždyť se to dítě zblázní!“ Strážník na to dítě pustil, za to však odvedl na komisařství pana Tadru. Na komisařství strážník udal, že pan Tadra mu děvče vytrhl z rukou, volaje: „Vy nemáte žádné srdce! Co takové dítě? Pusťte je!“ Na základě tohoto udání musil včera pan skriptor Tadra předstoupiti před okr. soud na Ovocném trhu jsa obžalován z přestupku § 314. tr. zák. (mísení se do výkonu služebního). Předvolaní svědkové však dokázali, že pan skriptor navytrhl strážníkovi děvče z rukou, ani že se na strážníka neoboril. Na základě těchto výpovědí sprostil ho soudce adjunkt pan Skoumal obžaloby, poněvadž neměl žádno úmyslu a jednal tak pouze z citu lidskosti.: [126, 1069, 611, 1419]
- article-text: Příšerný výjev udál se včera po polední na nádraží císaře Františka Josefa v Praze. Bylo několik minut po dvanácté, když vjížděl do nádraží po druhých kolejích železničních vlak české severní dráhy. Řidič stroje, 34letý Michal Klader z Ullrichsgrünnu u Chebu, chtěl vyskočiti na parní stroj přijíždějícího vlaku, ale sklouzl a padl pod vůz pro zavazadla. Řidič stroje přijíždějícího vlaku vida, jaké neštěstí stihlo jeho soudruha, zarazil co možná nejrychleji vlak, avšak bylo již pozdě. Klader byl mezitím vlakem rozdrtán na kusy. Hlava odtržena mu byla od trupu, rovněž ruce a nohy na kusy rozlámány a po trati rozmetány, ano i prsa na kusy roztrhána. Koleje i kola vozů železničních byly potřísněny krví jakož i hadrovitými kousky masa, jež s kol visely. Pohled na to byl přímo děsný, příšerný, a ve stále se v několika vteřinách. Železniční zřízenci z celého nádraží rychle se sběhli a kusy masa sebravše složili je do nádoby, načež odneseny do pathologického ústavu. Rovněž i obecenstvo sběhlo se k vlaku a se zděšením posloučhalo vypravování železničních zřízenců o tomto neštěstí. Vinu přičísti lze jen osudné nehodě, že Klader sklouzl a upadl. Nešťastník byl vdovcem.: [126, 735, 611, 1068]
- official-quote-head: Úřední záznam:: [1169, 815, 1276, 830]
- table-cell-goods: 160.—: [1548, 924, 1587, 939]
- table-cell-money: 112.75: [1253, 1142, 1296, 1156]
- article-text: Veškeré věci ty nalezeny byly v kufru obviněné. Mimo to je žalována obviněná, že okradla jistého muže na Žižkově, s nímž se velmi důvěrně bavila. Po veselém dostaveníčku a bujné večeři pohřešil „přítel“ obviněné stříbrné hodinky s řetízkem.: [1103, 454, 1587, 523]
